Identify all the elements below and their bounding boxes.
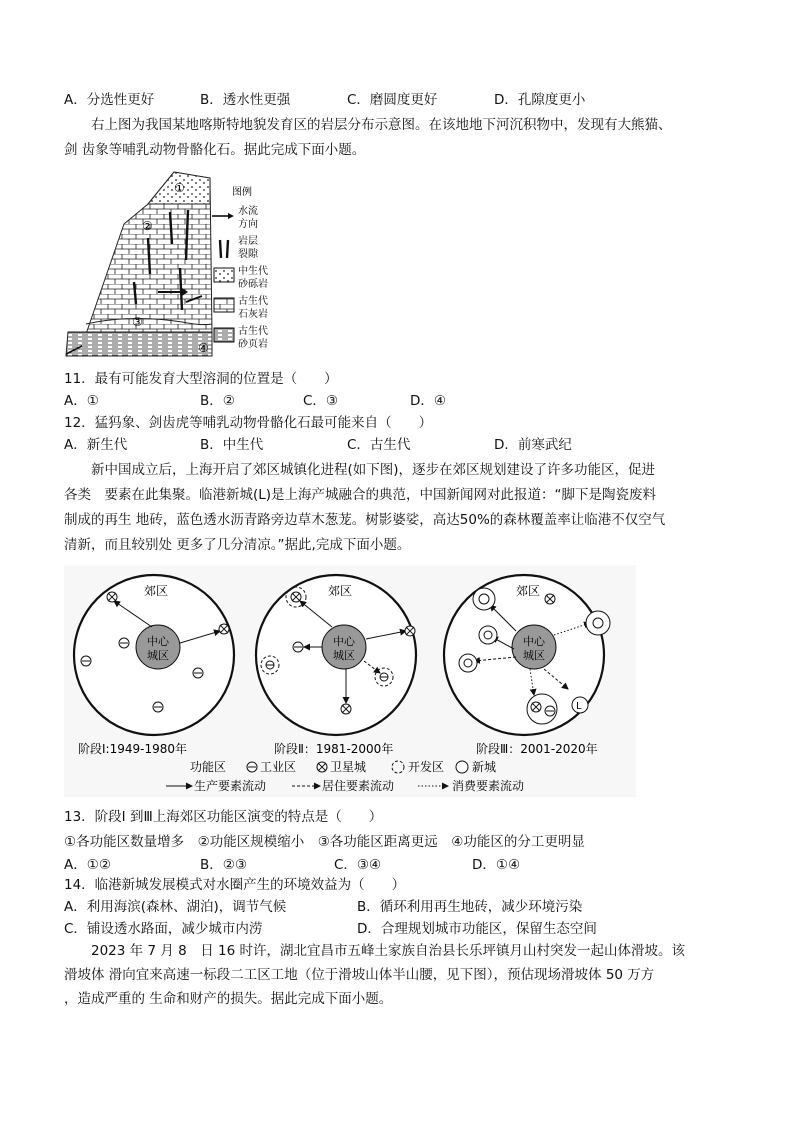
- q12-option-d: D．前寒武纪: [494, 437, 572, 453]
- legend-shale-2: 砂页岩: [238, 339, 268, 350]
- q11-option-a: A．①: [64, 393, 99, 409]
- intro2-line4: 清新，而且较别处 更多了几分清凉。”据此,完成下面小题。: [64, 537, 411, 553]
- stage3-center-1: 中心: [523, 635, 545, 648]
- q12-stem: 12．猛犸象、剑齿虎等哺乳动物骨骼化石最可能来自（ ）: [64, 415, 433, 431]
- intro2-line2: 各类 要素在此集聚。临港新城(L)是上海产城融合的典范，中国新闻网对此报道：“脚下是陶瓷废料: [64, 487, 657, 503]
- limestone-icon: [214, 298, 234, 312]
- q11-option-b: B．②: [200, 393, 235, 409]
- legend-production: 生产要素流动: [194, 779, 267, 793]
- stage2-label: 阶段Ⅱ：1981-2000年: [274, 742, 394, 756]
- shale-layer: [66, 332, 212, 356]
- q11-option-c: C．③: [303, 393, 339, 409]
- legend-function-title: 功能区: [190, 760, 227, 774]
- stage1-suburb: 郊区: [144, 584, 169, 598]
- intro1-line2: 剑 齿象等哺乳动物骨骼化石。据此完成下面小题。: [64, 142, 366, 158]
- q12-option-a: A．新生代: [64, 437, 128, 453]
- legend-devzone: 开发区: [408, 760, 445, 774]
- legend-satellite: 卫星城: [330, 760, 367, 774]
- intro2-line3: 制成的再生 地砖，蓝色透水沥青路旁边草木葱茏。树影婆娑，高达50%的森林覆盖率让临港不仅空气: [64, 512, 666, 528]
- q11-stem: 11．最有可能发育大型溶洞的位置是（ ）: [64, 371, 338, 387]
- new-city-icon: [456, 761, 468, 773]
- q10-option-c: C．磨圆度更好: [347, 92, 438, 108]
- q10-option-d: D．孔隙度更小: [494, 92, 586, 108]
- marker-1: ①: [174, 181, 185, 195]
- intro3-line1: 2023 年 7 月 8 日 16 时许，湖北宜昌市五峰土家族自治县长乐坪镇月山村突发一起山体滑坡。该: [91, 943, 685, 959]
- q14-option-a: A．利用海滨(森林、湖泊)，调节气候: [64, 899, 287, 915]
- q13-option-b: B．②③: [200, 857, 247, 873]
- q12-option-b: B．中生代: [200, 437, 264, 453]
- legend-lime-2: 石灰岩: [238, 309, 268, 320]
- q10-option-a: A．分选性更好: [64, 92, 155, 108]
- q12-option-c: C．古生代: [347, 437, 411, 453]
- sandstone-icon: [214, 268, 234, 282]
- intro1-line1: 右上图为我国某地喀斯特地貌发育区的岩层分布示意图。在该地地下河沉积物中，发现有大熊猫、: [91, 117, 672, 133]
- q13-option-d: D．①④: [472, 857, 521, 873]
- legend-newcity: 新城: [472, 760, 497, 774]
- legend-consumption: 消费要素流动: [452, 779, 525, 793]
- legend-title: 图例: [232, 187, 252, 198]
- q11-option-d: D．④: [410, 393, 446, 409]
- stage3-center-2: 城区: [523, 649, 545, 662]
- q14-option-c: C．铺设透水路面，减少城市内涝: [64, 921, 263, 937]
- legend-sand-1: 中生代: [238, 266, 268, 277]
- stage3-label: 阶段Ⅲ：2001-2020年: [476, 742, 598, 756]
- marker-4: ④: [198, 341, 209, 355]
- marker-3: ③: [132, 315, 143, 329]
- legend-crack-1: 岩层: [238, 236, 258, 247]
- legend-lime-1: 古生代: [238, 296, 268, 307]
- stage1-center-2: 城区: [147, 649, 169, 662]
- q13-option-a: A．①②: [64, 857, 111, 873]
- marker-2: ②: [142, 219, 153, 233]
- legend-industrial: 工业区: [260, 760, 297, 774]
- q14-option-b: B．循环利用再生地砖，减少环境污染: [357, 899, 583, 915]
- linggang-label: L: [576, 701, 582, 712]
- stage2-center-1: 中心: [333, 635, 355, 648]
- stage1-center-1: 中心: [147, 635, 169, 648]
- q14-option-d: D．合理规划城市功能区，保留生态空间: [357, 921, 597, 937]
- intro3-line2: 滑坡体 滑向宜来高速一标段二工区工地（位于滑坡山体半山腰，见下图），预估现场滑坡体 50 万方: [64, 967, 655, 983]
- stage2-suburb: 郊区: [328, 584, 353, 598]
- karst-strata-figure: [62, 164, 288, 360]
- shale-icon: [214, 328, 234, 342]
- legend-residence: 居住要素流动: [322, 779, 395, 793]
- q10-option-b: B．透水性更强: [200, 92, 291, 108]
- legend-flow-2: 方向: [238, 219, 258, 230]
- legend-shale-1: 古生代: [238, 326, 268, 337]
- suburb-stages-figure: [64, 565, 636, 797]
- legend-sand-2: 砂砾岩: [238, 279, 268, 290]
- legend-flow-1: 水流: [238, 206, 258, 217]
- intro3-line3: ，造成严重的 生命和财产的损失。据此完成下面小题。: [64, 991, 393, 1007]
- stage1-label: 阶段I:1949-1980年: [78, 742, 187, 756]
- stage3-suburb: 郊区: [516, 584, 541, 598]
- q13-option-c: C．③④: [334, 857, 382, 873]
- q14-stem: 14．临港新城发展模式对水圈产生的环境效益为（ ）: [64, 877, 406, 893]
- crack-icon: [220, 240, 228, 258]
- stage2-center-2: 城区: [333, 649, 355, 662]
- q13-statements: ①各功能区数量增多 ②功能区规模缩小 ③各功能区距离更远 ④功能区的分工更明显: [64, 834, 585, 850]
- legend-crack-2: 裂隙: [238, 249, 258, 260]
- intro2-line1: 新中国成立后，上海开启了郊区城镇化进程(如下图)，逐步在郊区规划建设了许多功能区，促进: [91, 462, 656, 478]
- q13-stem: 13．阶段Ⅰ 到Ⅲ上海郊区功能区演变的特点是（ ）: [64, 809, 383, 825]
